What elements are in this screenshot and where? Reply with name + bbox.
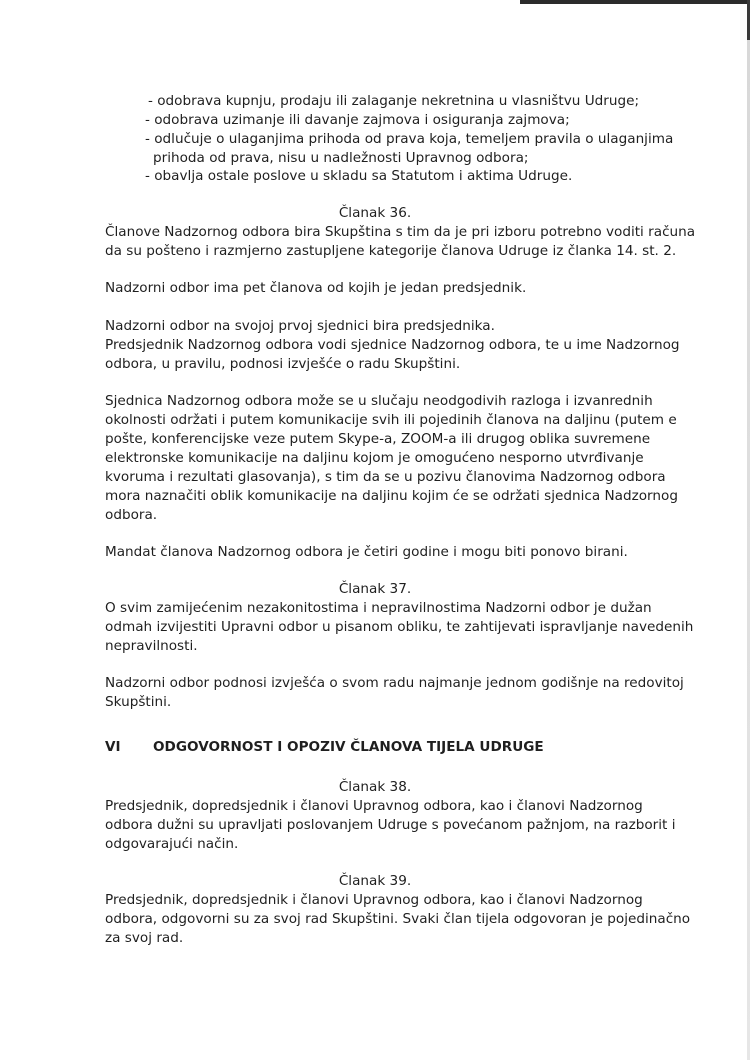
article-36-paragraph-3-line: odbora, u pravilu, podnosi izvješće o radu Skupštini. (105, 356, 461, 372)
article-36-paragraph-1-line: da su pošteno i razmjerno zastupljene kategorije članova Udruge iz članka 14. st. 2. (105, 243, 677, 259)
article-36-paragraph-4-line: okolnosti održati i putem komunikacije svih ili pojedinih članova na daljinu (putem e (105, 412, 677, 428)
article-39-paragraph-1-line: odbora, odgovorni su za svoj rad Skupštini. Svaki član tijela odgovoran je pojedinačno (105, 911, 691, 927)
bullet-item: - odobrava uzimanje ili davanje zajmova i osiguranja zajmova; (145, 112, 570, 128)
section-title: ODGOVORNOST I OPOZIV ČLANOVA TIJELA UDRUGE (153, 739, 544, 755)
article-36-paragraph-4-line: mora naznačiti oblik komunikacije na daljinu kojim će se održati sjednica Nadzornog (105, 488, 678, 504)
bullet-item: - obavlja ostale poslove u skladu sa Statutom i aktima Udruge. (145, 168, 573, 184)
article-36-paragraph-1-line: Članove Nadzornog odbora bira Skupština s tim da je pri izboru potrebno voditi računa (105, 224, 696, 240)
article-37-paragraph-2-line: Nadzorni odbor podnosi izvješća o svom radu najmanje jednom godišnje na redovitoj (105, 675, 684, 691)
article-36-paragraph-4-line: odbora. (105, 507, 158, 523)
article-36-paragraph-2: Nadzorni odbor ima pet članova od kojih je jedan predsjednik. (105, 280, 527, 296)
article-38-paragraph-1-line: odbora dužni su upravljati poslovanjem Udruge s povećanom pažnjom, na razborit i (105, 817, 676, 833)
article-37-paragraph-1-line: nepravilnosti. (105, 638, 198, 654)
article-38-paragraph-1-line: odgovarajući način. (105, 836, 239, 852)
article-36-title: Članak 36. (338, 205, 412, 221)
article-39-title: Članak 39. (338, 873, 412, 889)
article-36-paragraph-4-line: kvoruma i rezultati glasovanja), s tim da se u pozivu članovima Nadzornog odbora (105, 469, 666, 485)
article-38-title: Članak 38. (338, 779, 412, 795)
article-36-paragraph-3-line: Predsjednik Nadzornog odbora vodi sjednice Nadzornog odbora, te u ime Nadzornog (105, 337, 680, 353)
article-36-paragraph-3-line: Nadzorni odbor na svojoj prvoj sjednici bira predsjednika. (105, 318, 495, 334)
article-36-paragraph-4-line: pošte, konferencijske veze putem Skype-a, ZOOM-a ili drugog oblika suvremene (105, 431, 651, 447)
article-36-paragraph-5: Mandat članova Nadzornog odbora je četiri godine i mogu biti ponovo birani. (105, 544, 628, 560)
article-36-paragraph-4-line: Sjednica Nadzornog odbora može se u slučaju neodgodivih razloga i izvanrednih (105, 393, 653, 409)
article-37-paragraph-2-line: Skupštini. (105, 694, 172, 710)
bullet-item: - odobrava kupnju, prodaju ili zalaganje nekretnina u vlasništvu Udruge; (148, 93, 640, 109)
section-number: VI (105, 739, 121, 755)
article-37-title: Članak 37. (338, 581, 412, 597)
article-37-paragraph-1-line: odmah izvijestiti Upravni odbor u pisanom obliku, te zahtijevati ispravljanje navedenih (105, 619, 694, 635)
article-39-paragraph-1-line: za svoj rad. (105, 930, 184, 946)
article-38-paragraph-1-line: Predsjednik, dopredsjednik i članovi Upravnog odbora, kao i članovi Nadzornog (105, 798, 643, 814)
article-36-paragraph-4-line: elektronske komunikacije na daljinu kojom je omogućeno nesporno utvrđivanje (105, 450, 644, 466)
bullet-item-continuation: prihoda od prava, nisu u nadležnosti Upravnog odbora; (153, 150, 529, 166)
article-39-paragraph-1-line: Predsjednik, dopredsjednik i članovi Upravnog odbora, kao i članovi Nadzornog (105, 892, 643, 908)
bullet-item: - odlučuje o ulaganjima prihoda od prava koja, temeljem pravila o ulaganjima (145, 131, 674, 147)
article-37-paragraph-1-line: O svim zamijećenim nezakonitostima i nepravilnostima Nadzorni odbor je dužan (105, 600, 652, 616)
